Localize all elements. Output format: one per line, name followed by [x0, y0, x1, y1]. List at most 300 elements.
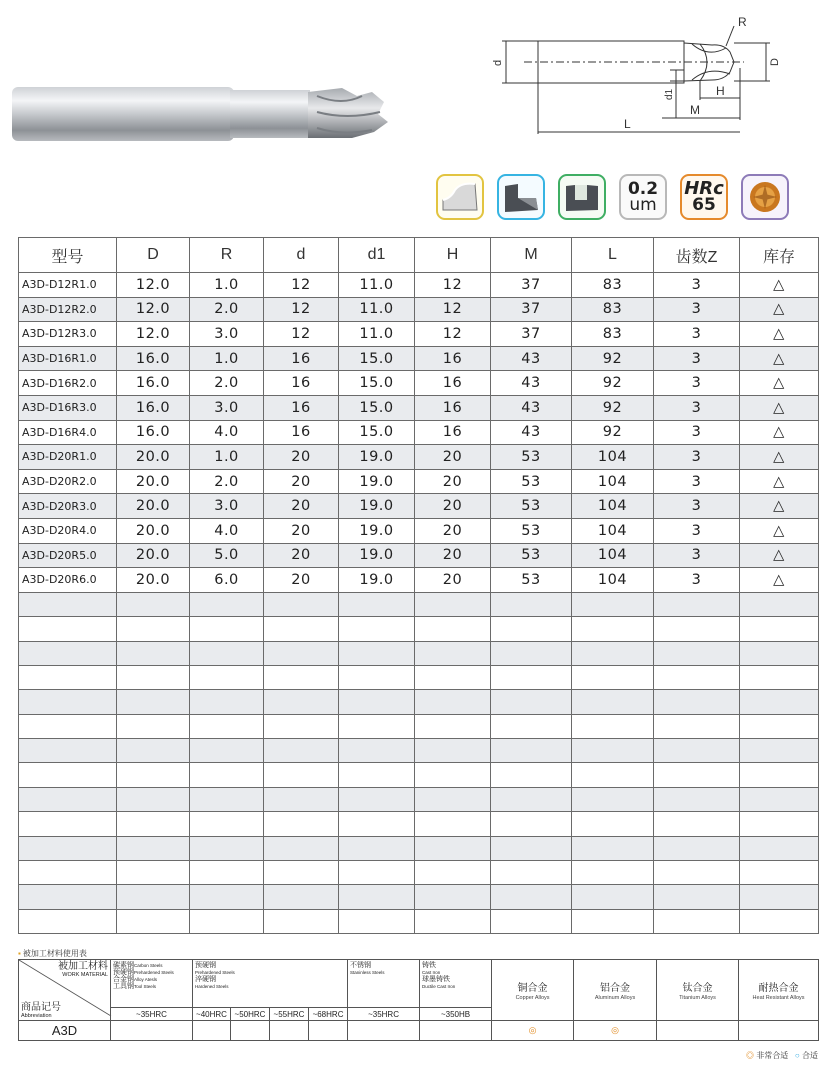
empty-cell: [654, 812, 740, 836]
cell-M: 53: [491, 543, 572, 568]
spec-empty-row: [19, 909, 819, 933]
cell-stock: △: [740, 273, 819, 298]
cell-M: 53: [491, 518, 572, 543]
empty-cell: [572, 787, 654, 811]
shoulder-milling-icon: [497, 174, 545, 220]
empty-cell: [740, 592, 819, 616]
work-material-label: 被加工材料 WORK MATERIAL: [58, 961, 108, 978]
hardness-label: HRc: [684, 178, 724, 199]
cell-flutes: 3: [654, 420, 740, 445]
cell-stock: △: [740, 395, 819, 420]
spec-empty-row: [19, 714, 819, 738]
spec-row: [19, 445, 819, 470]
empty-cell: [19, 836, 117, 860]
spec-empty-row: [19, 617, 819, 641]
header-H: H: [415, 238, 491, 273]
suitability-cell: [739, 1021, 819, 1041]
empty-cell: [19, 592, 117, 616]
cell-flutes: 3: [654, 371, 740, 396]
empty-cell: [264, 885, 339, 909]
cell-flutes: 3: [654, 297, 740, 322]
cell-M: 43: [491, 420, 572, 445]
empty-cell: [491, 592, 572, 616]
material-row-a3d: [19, 1021, 819, 1041]
cell-stock: △: [740, 346, 819, 371]
header-M: M: [491, 238, 572, 273]
empty-cell: [415, 739, 491, 763]
empty-cell: [654, 714, 740, 738]
empty-cell: [264, 836, 339, 860]
cast-iron-cell: 铸铁 Cast Iron 球墨铸铁 Ductile Cast Iron: [420, 960, 492, 1008]
empty-cell: [415, 592, 491, 616]
cell-L: 104: [572, 494, 654, 519]
cell-D: 20.0: [117, 543, 190, 568]
empty-cell: [19, 714, 117, 738]
cell-d1: 15.0: [339, 395, 415, 420]
cell-stock: △: [740, 543, 819, 568]
empty-cell: [264, 812, 339, 836]
cell-D: 12.0: [117, 322, 190, 347]
cell-M: 37: [491, 273, 572, 298]
empty-cell: [19, 690, 117, 714]
empty-cell: [572, 812, 654, 836]
cell-D: 20.0: [117, 445, 190, 470]
cell-H: 20: [415, 494, 491, 519]
spec-row: [19, 346, 819, 371]
aluminum-alloy-cell: 铝合金 Aluminum Alloys: [574, 960, 657, 1021]
cell-d1: 15.0: [339, 346, 415, 371]
empty-cell: [264, 763, 339, 787]
empty-cell: [415, 690, 491, 714]
empty-cell: [19, 861, 117, 885]
empty-cell: [491, 714, 572, 738]
empty-cell: [19, 665, 117, 689]
label-d: d: [492, 59, 504, 66]
cell-L: 104: [572, 445, 654, 470]
cell-stock: △: [740, 494, 819, 519]
cell-d: 16: [264, 420, 339, 445]
empty-cell: [190, 787, 264, 811]
cell-L: 104: [572, 568, 654, 593]
cell-d: 12: [264, 297, 339, 322]
spec-row: [19, 395, 819, 420]
empty-cell: [117, 665, 190, 689]
empty-cell: [264, 665, 339, 689]
cell-flutes: 3: [654, 568, 740, 593]
feature-icons: [436, 174, 789, 222]
cell-M: 43: [491, 395, 572, 420]
hardness-value: ~50HRC: [231, 1008, 270, 1021]
cell-model: A3D-D20R5.0: [19, 543, 117, 568]
empty-cell: [491, 836, 572, 860]
empty-cell: [415, 909, 491, 933]
cell-M: 43: [491, 346, 572, 371]
cell-d: 20: [264, 469, 339, 494]
cell-R: 3.0: [190, 494, 264, 519]
empty-cell: [190, 665, 264, 689]
empty-cell: [654, 885, 740, 909]
spec-row: [19, 494, 819, 519]
empty-cell: [190, 690, 264, 714]
cell-R: 1.0: [190, 346, 264, 371]
empty-cell: [339, 885, 415, 909]
empty-cell: [264, 909, 339, 933]
heat-resistant-cell: 耐热合金 Heat Resistant Alloys: [739, 960, 819, 1021]
suitability-cell: [231, 1021, 270, 1041]
cell-flutes: 3: [654, 395, 740, 420]
empty-cell: [19, 739, 117, 763]
empty-cell: [190, 592, 264, 616]
empty-cell: [190, 641, 264, 665]
cell-d: 20: [264, 494, 339, 519]
empty-cell: [491, 739, 572, 763]
empty-cell: [740, 665, 819, 689]
empty-cell: [654, 763, 740, 787]
cell-L: 92: [572, 395, 654, 420]
spec-empty-row: [19, 690, 819, 714]
empty-cell: [572, 885, 654, 909]
empty-cell: [117, 836, 190, 860]
cell-d1: 19.0: [339, 469, 415, 494]
empty-cell: [117, 885, 190, 909]
cell-L: 92: [572, 346, 654, 371]
hardness-icon: [680, 174, 728, 220]
empty-cell: [339, 714, 415, 738]
spec-empty-row: [19, 763, 819, 787]
cell-L: 104: [572, 469, 654, 494]
empty-cell: [740, 909, 819, 933]
cell-D: 16.0: [117, 346, 190, 371]
spec-row: [19, 322, 819, 347]
spec-empty-row: [19, 885, 819, 909]
empty-cell: [572, 665, 654, 689]
spec-empty-row: [19, 592, 819, 616]
cell-M: 43: [491, 371, 572, 396]
empty-cell: [740, 861, 819, 885]
cell-H: 12: [415, 297, 491, 322]
header-stock: 库存: [740, 238, 819, 273]
header-L: L: [572, 238, 654, 273]
suitability-cell: [348, 1021, 420, 1041]
empty-cell: [654, 641, 740, 665]
spec-empty-row: [19, 665, 819, 689]
spec-row: [19, 420, 819, 445]
very-suitable-label: 非常合适: [756, 1051, 789, 1060]
cell-model: A3D-D16R3.0: [19, 395, 117, 420]
empty-cell: [415, 861, 491, 885]
cell-L: 92: [572, 420, 654, 445]
cell-d: 16: [264, 346, 339, 371]
empty-cell: [190, 739, 264, 763]
spec-row: [19, 297, 819, 322]
cell-D: 20.0: [117, 469, 190, 494]
cell-L: 83: [572, 322, 654, 347]
titanium-alloy-cell: 钛合金 Titanium Alloys: [657, 960, 739, 1021]
cell-stock: △: [740, 469, 819, 494]
cell-d1: 19.0: [339, 543, 415, 568]
cell-D: 16.0: [117, 420, 190, 445]
empty-cell: [572, 641, 654, 665]
cell-H: 12: [415, 322, 491, 347]
empty-cell: [190, 885, 264, 909]
empty-cell: [264, 787, 339, 811]
cell-model: A3D-D12R3.0: [19, 322, 117, 347]
empty-cell: [264, 861, 339, 885]
empty-cell: [264, 714, 339, 738]
cell-flutes: 3: [654, 273, 740, 298]
end-mill-photo: [12, 82, 390, 148]
profile-milling-icon: [436, 174, 484, 220]
surface-finish-unit: um: [629, 194, 657, 215]
empty-cell: [339, 641, 415, 665]
empty-cell: [654, 690, 740, 714]
cell-D: 16.0: [117, 371, 190, 396]
empty-cell: [117, 641, 190, 665]
header-flutes: 齿数Z: [654, 238, 740, 273]
cell-D: 20.0: [117, 518, 190, 543]
empty-cell: [654, 592, 740, 616]
empty-cell: [491, 763, 572, 787]
cell-H: 12: [415, 273, 491, 298]
empty-cell: [190, 861, 264, 885]
empty-cell: [415, 812, 491, 836]
empty-cell: [654, 836, 740, 860]
label-D: D: [769, 58, 781, 66]
cell-D: 20.0: [117, 494, 190, 519]
empty-cell: [491, 617, 572, 641]
empty-cell: [117, 714, 190, 738]
cell-L: 104: [572, 518, 654, 543]
carbon-steel-cell: 碳素钢Carbon Steels 预硬钢Prehardened Steels 合金钢Alloy Atesls 工具钢Tool Steels: [111, 960, 193, 1008]
hardness-value: ~35HRC: [111, 1008, 193, 1021]
spec-row: [19, 568, 819, 593]
spec-row: [19, 469, 819, 494]
cell-d1: 19.0: [339, 568, 415, 593]
cell-M: 53: [491, 494, 572, 519]
label-M: M: [690, 103, 700, 117]
empty-cell: [654, 739, 740, 763]
header-R: R: [190, 238, 264, 273]
cell-d1: 19.0: [339, 445, 415, 470]
cell-D: 12.0: [117, 273, 190, 298]
cell-M: 53: [491, 445, 572, 470]
cell-flutes: 3: [654, 469, 740, 494]
empty-cell: [654, 665, 740, 689]
empty-cell: [19, 617, 117, 641]
suitability-legend: [746, 1050, 818, 1061]
empty-cell: [572, 714, 654, 738]
suitability-cell: [193, 1021, 231, 1041]
surface-finish-value: 0.2: [627, 178, 659, 199]
empty-cell: [190, 836, 264, 860]
empty-cell: [264, 592, 339, 616]
empty-cell: [190, 714, 264, 738]
label-L: L: [624, 117, 631, 131]
label-H: H: [716, 84, 725, 98]
empty-cell: [339, 592, 415, 616]
empty-cell: [117, 763, 190, 787]
cell-d: 16: [264, 371, 339, 396]
spec-empty-row: [19, 641, 819, 665]
cell-M: 53: [491, 568, 572, 593]
coating-icon: [741, 174, 789, 220]
cell-M: 37: [491, 322, 572, 347]
spec-empty-row: [19, 836, 819, 860]
empty-cell: [740, 885, 819, 909]
cell-R: 6.0: [190, 568, 264, 593]
empty-cell: [19, 641, 117, 665]
empty-cell: [415, 617, 491, 641]
label-d1: d1: [664, 88, 675, 100]
empty-cell: [190, 812, 264, 836]
suitable-icon: ○: [794, 1051, 800, 1060]
cell-model: A3D-D12R1.0: [19, 273, 117, 298]
empty-cell: [415, 641, 491, 665]
cell-model: A3D-D20R3.0: [19, 494, 117, 519]
cell-R: 2.0: [190, 297, 264, 322]
cell-flutes: 3: [654, 322, 740, 347]
cell-d: 12: [264, 273, 339, 298]
empty-cell: [264, 739, 339, 763]
cell-M: 37: [491, 297, 572, 322]
empty-cell: [339, 909, 415, 933]
cell-d1: 19.0: [339, 494, 415, 519]
cell-D: 16.0: [117, 395, 190, 420]
cell-d: 20: [264, 543, 339, 568]
cell-stock: △: [740, 568, 819, 593]
empty-cell: [740, 812, 819, 836]
aluminum-suitability: ◎: [574, 1021, 657, 1041]
empty-cell: [339, 617, 415, 641]
empty-cell: [491, 812, 572, 836]
empty-cell: [264, 690, 339, 714]
empty-cell: [19, 812, 117, 836]
suitable-label: 合适: [802, 1051, 818, 1060]
empty-cell: [572, 763, 654, 787]
suitability-cell: [309, 1021, 348, 1041]
spec-row: [19, 371, 819, 396]
header-d1: d1: [339, 238, 415, 273]
cell-L: 83: [572, 297, 654, 322]
empty-cell: [740, 690, 819, 714]
cell-d: 20: [264, 445, 339, 470]
cell-R: 4.0: [190, 518, 264, 543]
empty-cell: [117, 739, 190, 763]
empty-cell: [19, 763, 117, 787]
cell-R: 1.0: [190, 273, 264, 298]
empty-cell: [654, 861, 740, 885]
empty-cell: [415, 714, 491, 738]
cell-H: 20: [415, 469, 491, 494]
abbreviation-label: 商品记号 Abbreviation: [21, 1002, 61, 1019]
spec-row: [19, 518, 819, 543]
empty-cell: [339, 690, 415, 714]
copper-alloy-cell: 铜合金 Copper Alloys: [492, 960, 574, 1021]
hardness-value: ~68HRC: [309, 1008, 348, 1021]
header-D: D: [117, 238, 190, 273]
empty-cell: [491, 690, 572, 714]
spec-header-row: [19, 238, 819, 273]
cell-flutes: 3: [654, 494, 740, 519]
empty-cell: [339, 812, 415, 836]
cell-D: 12.0: [117, 297, 190, 322]
empty-cell: [117, 617, 190, 641]
slot-milling-icon: [558, 174, 606, 220]
cell-L: 104: [572, 543, 654, 568]
cell-flutes: 3: [654, 445, 740, 470]
surface-finish-icon: [619, 174, 667, 220]
spec-table: [18, 237, 819, 934]
cell-flutes: 3: [654, 543, 740, 568]
hardness-value: ~350HB: [420, 1008, 492, 1021]
empty-cell: [572, 592, 654, 616]
cell-flutes: 3: [654, 518, 740, 543]
cell-stock: △: [740, 420, 819, 445]
empty-cell: [740, 641, 819, 665]
label-R: R: [738, 15, 747, 29]
cell-R: 3.0: [190, 322, 264, 347]
empty-cell: [264, 641, 339, 665]
empty-cell: [740, 617, 819, 641]
empty-cell: [117, 592, 190, 616]
suitability-cell: [111, 1021, 193, 1041]
cell-stock: △: [740, 297, 819, 322]
cell-d1: 15.0: [339, 371, 415, 396]
empty-cell: [572, 690, 654, 714]
empty-cell: [491, 861, 572, 885]
suitability-cell: [270, 1021, 309, 1041]
empty-cell: [654, 617, 740, 641]
copper-suitability: ◎: [492, 1021, 574, 1041]
empty-cell: [491, 641, 572, 665]
empty-cell: [415, 836, 491, 860]
empty-cell: [190, 763, 264, 787]
cell-d1: 11.0: [339, 273, 415, 298]
cell-stock: △: [740, 371, 819, 396]
spec-row: [19, 273, 819, 298]
cell-model: A3D-D20R6.0: [19, 568, 117, 593]
empty-cell: [19, 909, 117, 933]
empty-cell: [339, 787, 415, 811]
header-d: d: [264, 238, 339, 273]
material-header-row: [19, 960, 819, 1008]
empty-cell: [339, 739, 415, 763]
cell-d1: 11.0: [339, 297, 415, 322]
empty-cell: [117, 787, 190, 811]
empty-cell: [491, 665, 572, 689]
material-corner-cell: [19, 960, 111, 1021]
empty-cell: [117, 909, 190, 933]
empty-cell: [19, 885, 117, 909]
cell-R: 2.0: [190, 371, 264, 396]
cell-H: 16: [415, 346, 491, 371]
empty-cell: [491, 909, 572, 933]
empty-cell: [190, 617, 264, 641]
cell-H: 20: [415, 568, 491, 593]
spec-empty-row: [19, 787, 819, 811]
empty-cell: [740, 714, 819, 738]
cell-H: 16: [415, 420, 491, 445]
empty-cell: [740, 763, 819, 787]
row-model: A3D: [19, 1021, 111, 1041]
cell-model: A3D-D12R2.0: [19, 297, 117, 322]
cell-M: 53: [491, 469, 572, 494]
dimension-drawing: [494, 8, 784, 138]
very-suitable-icon: ◎: [746, 1051, 755, 1060]
cell-d: 20: [264, 568, 339, 593]
empty-cell: [572, 617, 654, 641]
empty-cell: [415, 763, 491, 787]
